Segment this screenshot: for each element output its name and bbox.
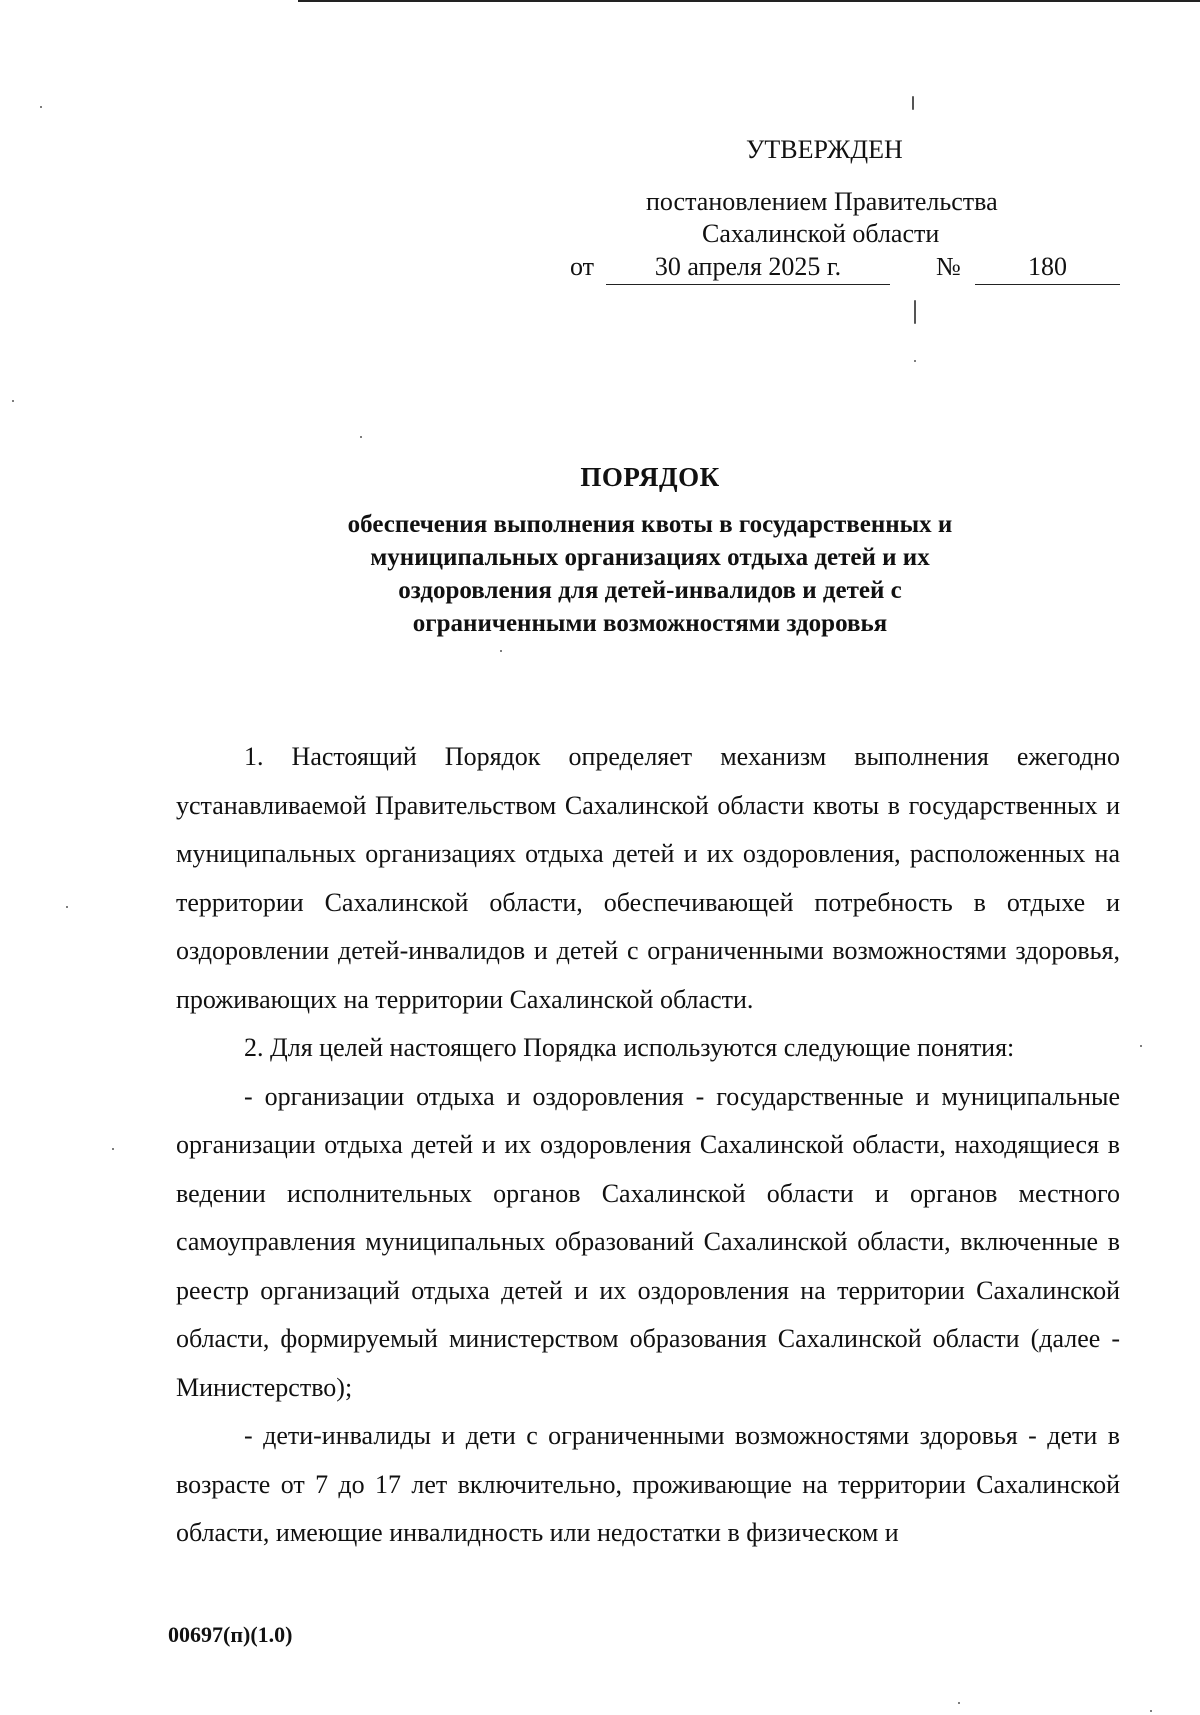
document-title: ПОРЯДОК — [580, 462, 720, 492]
from-label: от — [570, 252, 595, 281]
paragraph-1: 1. Настоящий Порядок определяет механизм выполнения ежегодно устанавливаемой Правительством Сахалинской области квоты в государственных и муниципальных организациях отдыха детей и их оздоровления, расположенных на территории Сахалинской области, обеспечивающей потребность в отдыхе и оздоровлении детей-инвалидов и детей с ограниченными возможностями здоровья, проживающих на территории Сахалинской области. — [176, 742, 1120, 1014]
number-sign: № — [936, 252, 961, 281]
document-code: 00697(п)(1.0) — [168, 1622, 293, 1647]
subtitle-line: обеспечения выполнения квоты в государственных и — [347, 511, 953, 538]
scan-speck — [1150, 1710, 1152, 1712]
scan-speck — [912, 96, 914, 110]
scan-speck — [500, 650, 502, 652]
scan-speck — [1140, 1045, 1142, 1047]
paragraph-2: 2. Для целей настоящего Порядка используются следующие понятия: — [244, 1033, 1015, 1062]
document-subtitle — [300, 508, 1000, 640]
approval-date: 30 апреля 2025 г. — [606, 252, 890, 285]
subtitle-line: муниципальных организациях отдыха детей и их — [370, 544, 930, 571]
approval-line-1: постановлением Правительства — [646, 187, 998, 216]
paragraph-4: - дети-инвалиды и дети с ограниченными возможностями здоровья - дети в возрасте от 7 до 17 лет включительно, проживающие на территории Сахалинской области, имеющие инвалидность или недостатки в физическом и — [176, 1421, 1120, 1547]
paragraph-3: - организации отдыха и оздоровления - государственные и муниципальные организации отдыха детей и их оздоровления Сахалинской области, находящиеся в ведении исполнительных органов Сахалинской области и органов местного самоуправления муниципальных образований Сахалинской области, включенные в реестр организаций отдыха детей и их оздоровления на территории Сахалинской области, формируемый министерством образования Сахалинской области (далее - Министерство); — [176, 1081, 1120, 1402]
approval-line-2: Сахалинской области — [702, 219, 940, 248]
approval-heading: УТВЕРЖДЕН — [746, 135, 903, 164]
subtitle-line: оздоровления для детей-инвалидов и детей с — [398, 577, 902, 604]
approval-number: 180 — [975, 252, 1120, 285]
top-border-line — [298, 0, 1200, 2]
scan-speck — [914, 300, 916, 324]
scan-speck — [958, 1702, 960, 1704]
scan-speck — [40, 106, 42, 108]
scan-speck — [914, 360, 916, 362]
subtitle-line: ограниченными возможностями здоровья — [412, 610, 888, 637]
approval-date-row — [570, 252, 1120, 288]
document-body — [176, 733, 1120, 1558]
scan-speck — [66, 906, 68, 908]
scan-speck — [12, 400, 14, 402]
scan-speck — [360, 436, 362, 438]
scan-speck — [112, 1148, 114, 1150]
